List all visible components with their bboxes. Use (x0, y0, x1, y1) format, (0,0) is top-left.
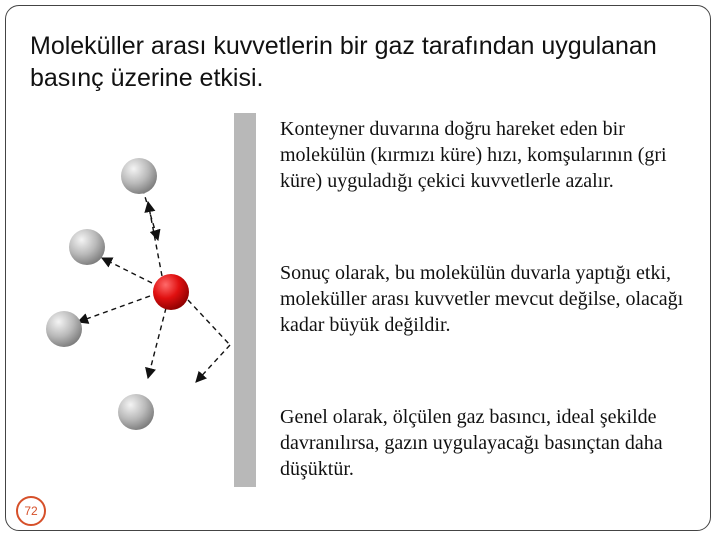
gray-molecule-top (121, 158, 157, 194)
attraction-arrow-top-a (148, 202, 162, 276)
gray-molecule-left (46, 311, 82, 347)
rebound-arrow (196, 345, 230, 382)
gray-molecule-upper-left (69, 229, 105, 265)
attraction-arrow-left (78, 296, 150, 322)
attraction-arrow-lower (148, 308, 166, 378)
paragraph-velocity: Konteyner duvarına doğru hareket eden bir molekülün (kırmızı küre) hızı, komşularının (gri küre) uyguladığı çekici kuvvetlerle azalır. (280, 118, 667, 192)
red-molecule (153, 274, 189, 310)
paragraph-impact: Sonuç olarak, bu molekülün duvarla yaptığı etki, moleküller arası kuvvetler mevcut değilse, olacağı kadar büyük değildir. (280, 262, 684, 336)
attraction-arrow-upper-left (102, 258, 152, 283)
motion-path-dashed (188, 300, 230, 345)
gray-molecule-bottom (118, 394, 154, 430)
container-wall (234, 113, 256, 487)
paragraph-pressure: Genel olarak, ölçülen gaz basıncı, ideal şekilde davranılırsa, gazın uygulayacağı basınçtan daha düşüktür. (280, 406, 663, 480)
page-number-badge: 72 (16, 496, 46, 526)
slide-title: Moleküller arası kuvvetlerin bir gaz tarafından uygulanan basınç üzerine etkisi. (30, 32, 657, 92)
